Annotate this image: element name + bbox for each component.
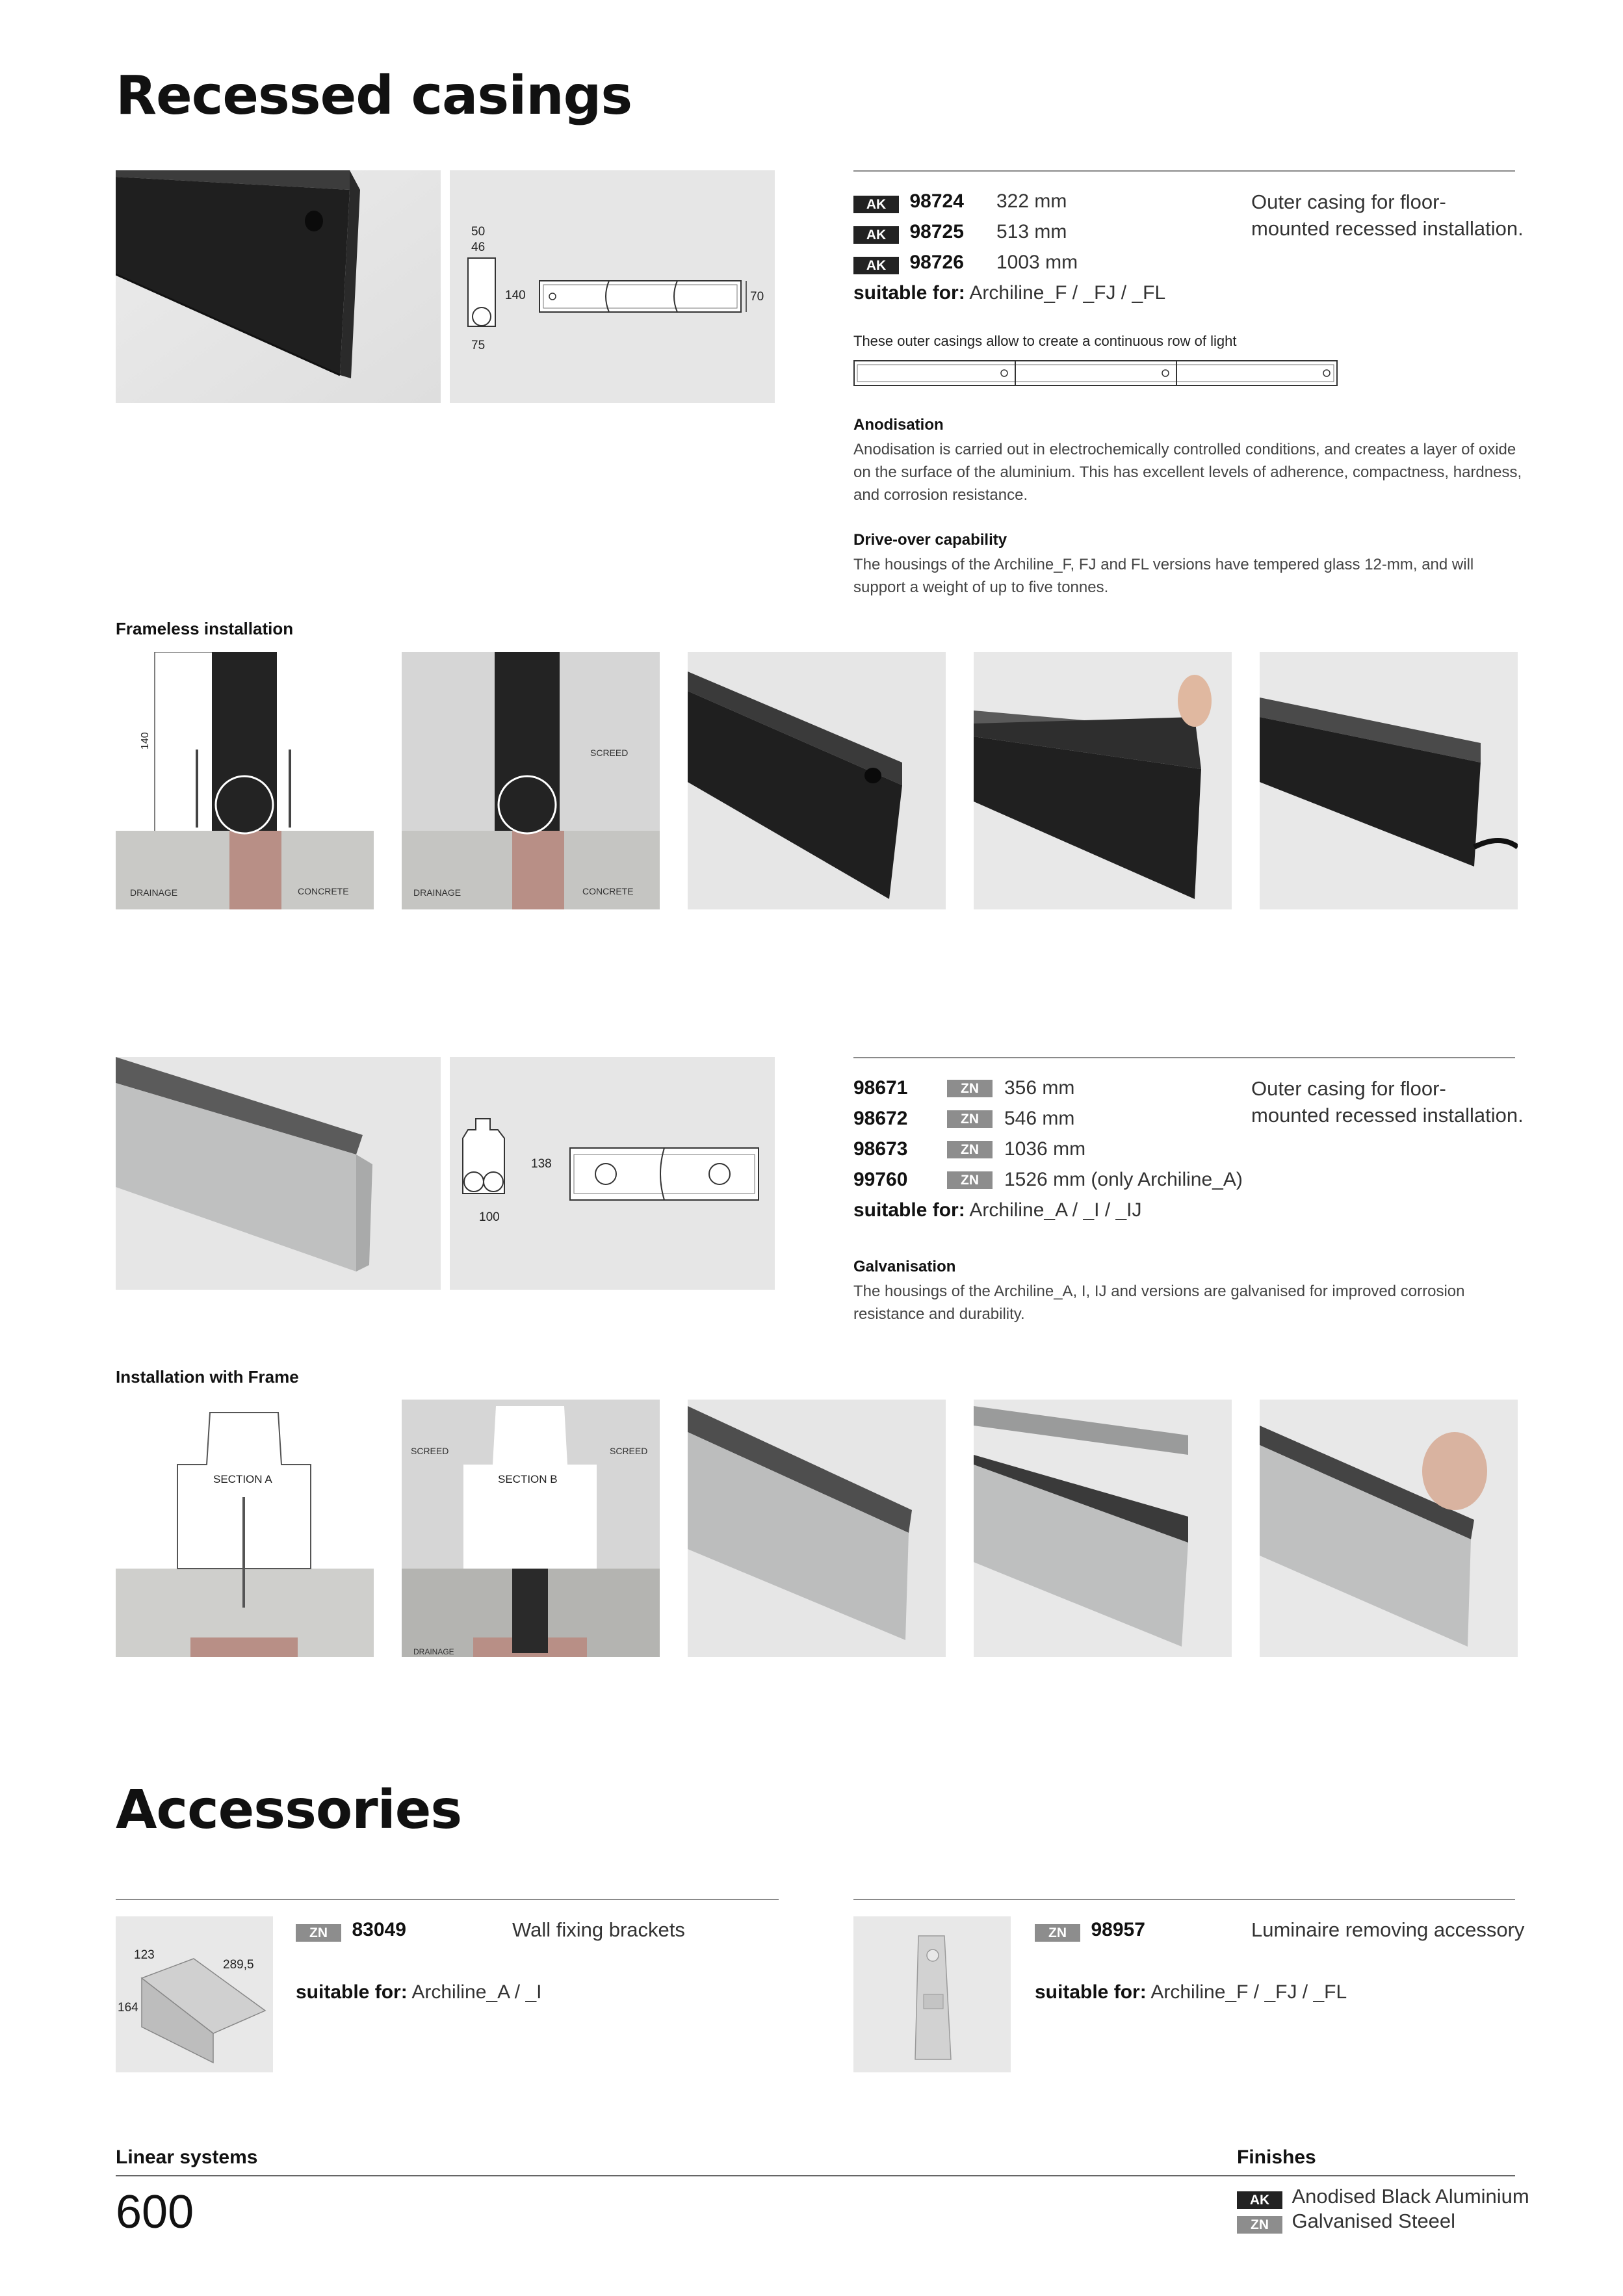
anodisation-title: Anodisation [853,416,944,434]
driveover-text: The housings of the Archiline_F, FJ and FL versions have tempered glass 12-mm, and will support a weight of up to five tonnes. [853,556,1474,596]
accessory-row [296,1915,406,1945]
galvanisation-title: Galvanisation [853,1258,956,1275]
product-row [853,1165,1243,1195]
suitable-label: suitable for: [853,282,965,304]
dim-70: 70 [750,290,764,304]
finish-badge: ZN [1035,1924,1080,1942]
label-drainage: DRAINAGE [413,887,461,898]
label-drainage: DRAINAGE [130,887,178,898]
product-length: 513 mm [996,221,1067,242]
galv-casing-opening-photo [974,1400,1232,1657]
section-rule [853,170,1515,172]
label-drainage: DRAINAGE [413,1647,454,1656]
page-title: Recessed casings [116,65,632,127]
finish-legend-item [1237,2209,1455,2234]
black-casing-photo [116,170,441,403]
finish-badge: ZN [1237,2216,1282,2234]
product-code: 98671 [853,1077,908,1099]
accessory-rule [853,1899,1515,1900]
dim-a: 123 [134,1948,155,1962]
product-row [853,1104,1075,1134]
accessory-rule [116,1899,779,1900]
suitable-value: Archiline_F / _FJ / _FL [1150,1981,1347,2003]
dim-100: 100 [479,1210,500,1224]
finish-badge: ZN [947,1080,993,1097]
suitable-value: Archiline_A / _I [411,1981,542,2003]
frame-install-title: Installation with Frame [116,1367,299,1387]
product-code: 98726 [909,252,964,273]
finish-badge: ZN [947,1141,993,1158]
suitable-for [853,1195,1142,1225]
removing-accessory-image [853,1916,1011,2072]
continuous-row-drawing [853,359,1338,387]
anodisation-text: Anodisation is carried out in electrochemically controlled conditions, and creates a layer of oxide on the surface of the aluminium. This has excellent levels of adherence, compactness, hardness, and corrosion resistance. [853,441,1522,504]
product-code: 98724 [909,190,964,212]
galvanisation-text: The housings of the Archiline_A, I, IJ and versions are galvanised for improved corrosion resistance and durability. [853,1283,1465,1323]
product-code: 98672 [853,1108,908,1129]
product-row [853,217,1067,247]
suitable-for [296,1977,542,2007]
suitable-for [1035,1977,1347,2007]
accessory-row [1035,1915,1145,1945]
product-length: 1036 mm [1004,1138,1086,1160]
product-code: 98725 [909,221,964,242]
accessory-name: Wall fixing brackets [512,1918,685,1941]
suitable-value: Archiline_A / _I / _IJ [969,1199,1142,1221]
label-section-a: SECTION A [213,1473,272,1485]
finish-badge: AK [853,226,899,244]
finish-badge: ZN [296,1924,341,1942]
product-description: Outer casing for floor-mounted recessed installation. [1251,1077,1524,1127]
product-row [853,1073,1075,1103]
frameless-diagram-2 [402,652,660,909]
finish-badge: ZN [947,1171,993,1189]
galv-casing-photo [116,1057,441,1290]
finish-name: Anodised Black Aluminium [1292,2185,1529,2208]
finish-name: Galvanised Steeel [1292,2210,1456,2232]
product-length: 546 mm [1004,1108,1075,1129]
footer-finishes-title: Finishes [1237,2146,1316,2168]
accessory-name: Luminaire removing accessory [1251,1918,1525,1941]
dim-46: 46 [471,241,486,254]
frameless-title: Frameless installation [116,619,294,638]
black-casing-cable-photo [1260,652,1518,909]
suitable-label: suitable for: [296,1981,408,2003]
dim-140: 140 [140,732,151,750]
product-length: 1003 mm [996,252,1078,273]
page-number: 600 [116,2186,194,2238]
frame-diagram-section-a [116,1400,374,1657]
suitable-label: suitable for: [853,1199,965,1221]
suitable-label: suitable for: [1035,1981,1147,2003]
black-casing-drawing [450,170,775,403]
dim-b: 289,5 [223,1958,254,1972]
finish-legend-item [1237,2184,1529,2209]
product-description: Outer casing for floor-mounted recessed installation. [1251,190,1524,240]
galv-casing-photo-2 [688,1400,946,1657]
product-length: 356 mm [1004,1077,1075,1099]
footer-section-name: Linear systems [116,2146,258,2168]
product-row [853,187,1067,216]
finish-badge: AK [1237,2191,1282,2209]
product-code: 98957 [1091,1919,1145,1940]
label-screed: SCREED [411,1446,449,1456]
dim-140: 140 [505,289,526,302]
driveover-title: Drive-over capability [853,531,1007,549]
label-screed: SCREED [610,1446,648,1456]
product-code: 83049 [352,1919,406,1940]
dim-c: 164 [118,2001,138,2015]
label-screed: SCREED [590,748,629,758]
product-row [853,1134,1086,1164]
frameless-diagram-1 [116,652,374,909]
dim-50: 50 [471,225,486,239]
dim-75: 75 [471,339,486,352]
black-casing-opening-photo [974,652,1232,909]
finish-badge: AK [853,257,899,274]
row-note: These outer casings allow to create a continuous row of light [853,333,1237,349]
section-rule [853,1057,1515,1058]
wall-bracket-image [116,1916,273,2072]
product-code: 98673 [853,1138,908,1160]
accessories-title: Accessories [116,1779,462,1841]
product-row [853,248,1078,278]
product-length: 1526 mm (only Archiline_A) [1004,1169,1243,1190]
footer-rule [116,2175,1515,2176]
finish-badge: AK [853,196,899,213]
suitable-value: Archiline_F / _FJ / _FL [969,282,1166,304]
label-concrete: CONCRETE [298,886,349,896]
galv-casing-drawing [450,1057,775,1290]
black-casing-photo-2 [688,652,946,909]
product-code: 99760 [853,1169,908,1190]
frame-diagram-section-b [402,1400,660,1657]
label-section-b: SECTION B [498,1473,558,1485]
label-concrete: CONCRETE [582,886,634,896]
galv-casing-hand-photo [1260,1400,1518,1657]
product-length: 322 mm [996,190,1067,212]
dim-138: 138 [531,1157,552,1171]
suitable-for [853,278,1165,308]
finish-badge: ZN [947,1110,993,1128]
